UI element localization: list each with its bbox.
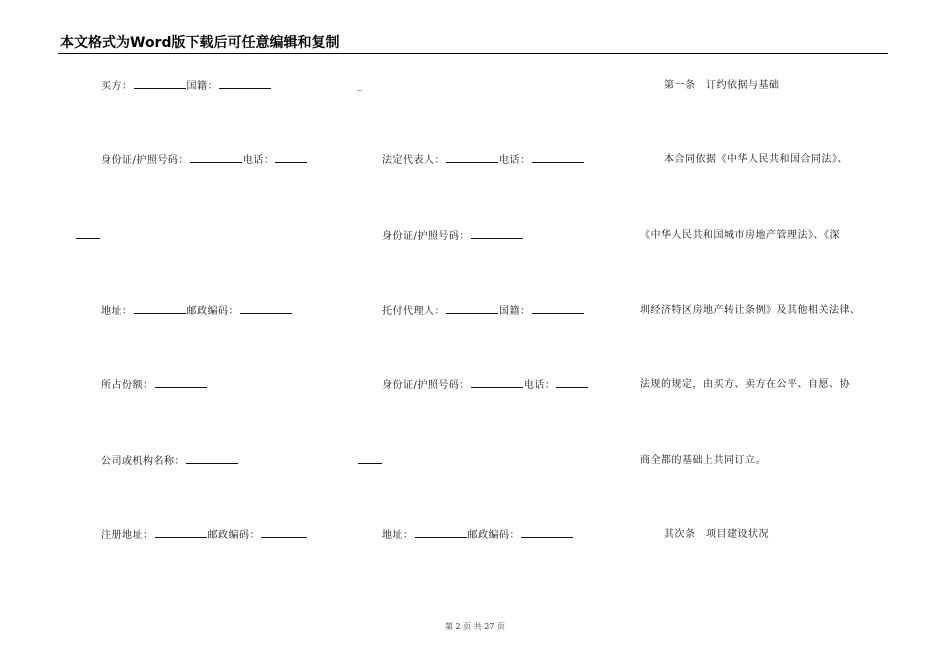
legal-rep-phone-label: 电话： <box>499 155 531 166</box>
legal-rep-id-line <box>382 229 524 244</box>
seller-postcode-blank[interactable] <box>521 528 573 538</box>
col2-top-mark: _ <box>357 80 363 91</box>
seller-address-blank[interactable] <box>415 528 467 538</box>
share-label: 所占份额： <box>101 380 154 391</box>
buyer-address-line <box>101 304 293 319</box>
buyer-address-blank[interactable] <box>134 304 186 314</box>
legal-rep-line <box>382 153 585 168</box>
seller-address-line <box>382 528 574 543</box>
col2-continuation-line <box>357 454 383 469</box>
nationality-blank[interactable] <box>219 79 271 89</box>
buyer-id-line <box>101 153 308 168</box>
paragraph-line: 圳经济特区房地产转让条例》及其他相关法律、 <box>640 305 861 316</box>
legal-rep-blank[interactable] <box>446 153 498 163</box>
article2-title: 其次条 项目建设状况 <box>664 529 769 540</box>
buyer-id-label: 身份证/护照号码： <box>101 155 189 166</box>
buyer-label: 买方： <box>101 81 133 92</box>
buyer-postcode-blank[interactable] <box>240 304 292 314</box>
buyer-id-blank[interactable] <box>190 153 242 163</box>
buyer-phone-blank[interactable] <box>275 153 307 163</box>
paragraph-line: 本合同依据《中华人民共和国合同法》、 <box>664 154 848 165</box>
col2-continuation-blank[interactable] <box>358 454 382 464</box>
document-header-title: 本文格式为Word版下载后可任意编辑和复制 <box>60 35 340 51</box>
continuation-blank[interactable] <box>76 229 100 239</box>
nationality-label: 国籍： <box>186 81 218 92</box>
reg-address-label: 注册地址： <box>101 530 154 541</box>
reg-address-blank[interactable] <box>155 528 207 538</box>
seller-address-label: 地址： <box>382 530 414 541</box>
reg-postcode-blank[interactable] <box>261 528 307 538</box>
agent-phone-blank[interactable] <box>556 378 588 388</box>
agent-blank[interactable] <box>446 304 498 314</box>
legal-rep-phone-blank[interactable] <box>532 153 584 163</box>
agent-nationality-blank[interactable] <box>532 304 584 314</box>
company-line <box>101 454 239 469</box>
buyer-postcode-label: 邮政编码： <box>186 306 239 317</box>
reg-address-line <box>101 528 308 543</box>
reg-postcode-label: 邮政编码： <box>207 530 260 541</box>
buyer-address-label: 地址： <box>101 306 133 317</box>
buyer-phone-label: 电话： <box>242 155 275 166</box>
company-blank[interactable] <box>186 454 238 464</box>
agent-line <box>382 304 585 319</box>
paragraph-line: 商全都的基础上共同订立。 <box>640 455 766 466</box>
paragraph-line: 《中华人民共和国城市房地产管理法》、《深 <box>640 230 840 241</box>
agent-id-line <box>382 378 589 393</box>
share-blank[interactable] <box>155 378 207 388</box>
page-number-footer: 第 2 页 共 27 页 <box>445 622 505 631</box>
legal-rep-id-label: 身份证/护照号码： <box>382 231 470 242</box>
continuation-line <box>75 229 101 244</box>
article1-title: 第一条 订约依据与基础 <box>664 80 780 91</box>
header-divider <box>58 53 888 54</box>
agent-nationality-label: 国籍： <box>499 306 531 317</box>
legal-rep-id-blank[interactable] <box>471 229 523 239</box>
company-label: 公司或机构名称： <box>101 456 185 467</box>
agent-id-label: 身份证/护照号码： <box>382 380 470 391</box>
agent-label: 托付代理人： <box>382 306 445 317</box>
buyer-blank[interactable] <box>134 79 186 89</box>
buyer-line <box>101 79 272 94</box>
paragraph-line: 法规的规定，由买方、卖方在公平、自愿、协 <box>640 379 850 390</box>
share-line <box>101 378 208 393</box>
legal-rep-label: 法定代表人： <box>382 155 445 166</box>
agent-id-blank[interactable] <box>471 378 523 388</box>
agent-phone-label: 电话： <box>523 380 556 391</box>
seller-postcode-label: 邮政编码： <box>467 530 520 541</box>
